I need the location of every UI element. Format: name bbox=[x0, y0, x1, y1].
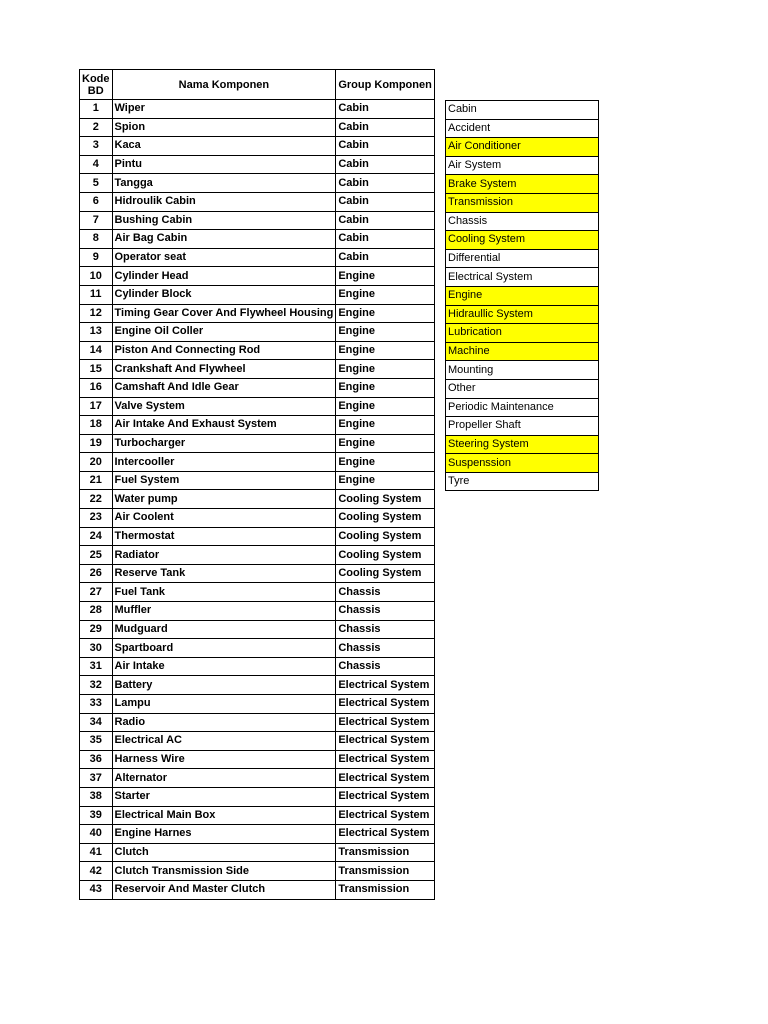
list-item bbox=[446, 398, 599, 417]
kode-cell: 24 bbox=[80, 527, 113, 546]
group-cell: Cabin bbox=[336, 230, 435, 249]
table-row bbox=[80, 248, 435, 267]
table-row bbox=[80, 304, 435, 323]
list-item bbox=[446, 286, 599, 305]
nama-cell: Pintu bbox=[112, 155, 336, 174]
list-item bbox=[446, 212, 599, 231]
group-cell: Electrical System bbox=[336, 806, 435, 825]
table-row bbox=[80, 676, 435, 695]
nama-cell: Tangga bbox=[112, 174, 336, 193]
table-row bbox=[80, 657, 435, 676]
nama-cell: Fuel System bbox=[112, 471, 336, 490]
group-label: Chassis bbox=[446, 212, 599, 231]
group-label: Brake System bbox=[446, 175, 599, 194]
group-cell: Electrical System bbox=[336, 695, 435, 714]
group-cell: Cabin bbox=[336, 174, 435, 193]
group-label: Suspenssion bbox=[446, 454, 599, 473]
nama-cell: Hidroulik Cabin bbox=[112, 192, 336, 211]
nama-cell: Intercooller bbox=[112, 453, 336, 472]
kode-cell: 40 bbox=[80, 825, 113, 844]
group-cell: Engine bbox=[336, 378, 435, 397]
kode-cell: 13 bbox=[80, 323, 113, 342]
group-label: Air Conditioner bbox=[446, 138, 599, 157]
nama-cell: Mudguard bbox=[112, 620, 336, 639]
kode-cell: 16 bbox=[80, 378, 113, 397]
kode-cell: 26 bbox=[80, 564, 113, 583]
table-row bbox=[80, 509, 435, 528]
list-item bbox=[446, 101, 599, 120]
group-label: Other bbox=[446, 379, 599, 398]
table-row bbox=[80, 267, 435, 286]
group-cell: Cabin bbox=[336, 248, 435, 267]
table-row bbox=[80, 880, 435, 899]
kode-cell: 10 bbox=[80, 267, 113, 286]
group-cell: Cabin bbox=[336, 211, 435, 230]
nama-cell: Valve System bbox=[112, 397, 336, 416]
kode-cell: 9 bbox=[80, 248, 113, 267]
table-row bbox=[80, 360, 435, 379]
group-label: Periodic Maintenance bbox=[446, 398, 599, 417]
nama-cell: Clutch Transmission Side bbox=[112, 862, 336, 881]
kode-cell: 1 bbox=[80, 100, 113, 119]
nama-cell: Cylinder Block bbox=[112, 285, 336, 304]
kode-cell: 35 bbox=[80, 732, 113, 751]
group-cell: Electrical System bbox=[336, 787, 435, 806]
group-cell: Chassis bbox=[336, 639, 435, 658]
group-label: Lubrication bbox=[446, 324, 599, 343]
nama-cell: Kaca bbox=[112, 137, 336, 156]
nama-cell: Air Coolent bbox=[112, 509, 336, 528]
header-nama-komponen: Nama Komponen bbox=[112, 70, 336, 100]
kode-cell: 25 bbox=[80, 546, 113, 565]
component-table-body bbox=[80, 100, 435, 900]
group-cell: Transmission bbox=[336, 843, 435, 862]
kode-cell: 22 bbox=[80, 490, 113, 509]
nama-cell: Air Intake And Exhaust System bbox=[112, 416, 336, 435]
group-cell: Engine bbox=[336, 416, 435, 435]
header-kode-bd: Kode BD bbox=[80, 70, 113, 100]
table-row bbox=[80, 620, 435, 639]
list-item bbox=[446, 193, 599, 212]
kode-cell: 19 bbox=[80, 434, 113, 453]
table-row bbox=[80, 397, 435, 416]
kode-cell: 20 bbox=[80, 453, 113, 472]
nama-cell: Starter bbox=[112, 787, 336, 806]
nama-cell: Alternator bbox=[112, 769, 336, 788]
nama-cell: Engine Harnes bbox=[112, 825, 336, 844]
table-row bbox=[80, 843, 435, 862]
table-row bbox=[80, 769, 435, 788]
kode-cell: 8 bbox=[80, 230, 113, 249]
group-label: Engine bbox=[446, 286, 599, 305]
nama-cell: Fuel Tank bbox=[112, 583, 336, 602]
kode-cell: 23 bbox=[80, 509, 113, 528]
list-item bbox=[446, 305, 599, 324]
kode-cell: 36 bbox=[80, 750, 113, 769]
group-label: Tyre bbox=[446, 472, 599, 491]
table-row bbox=[80, 750, 435, 769]
list-item bbox=[446, 454, 599, 473]
table-row bbox=[80, 137, 435, 156]
nama-cell: Engine Oil Coller bbox=[112, 323, 336, 342]
group-label: Differential bbox=[446, 249, 599, 268]
kode-cell: 7 bbox=[80, 211, 113, 230]
nama-cell: Harness Wire bbox=[112, 750, 336, 769]
table-header-row bbox=[80, 70, 435, 100]
table-row bbox=[80, 713, 435, 732]
kode-cell: 3 bbox=[80, 137, 113, 156]
group-cell: Engine bbox=[336, 341, 435, 360]
kode-cell: 2 bbox=[80, 118, 113, 137]
table-row bbox=[80, 118, 435, 137]
table-row bbox=[80, 174, 435, 193]
table-row bbox=[80, 434, 435, 453]
group-label: Propeller Shaft bbox=[446, 417, 599, 436]
kode-cell: 30 bbox=[80, 639, 113, 658]
nama-cell: Bushing Cabin bbox=[112, 211, 336, 230]
table-row bbox=[80, 416, 435, 435]
table-row bbox=[80, 546, 435, 565]
group-cell: Cabin bbox=[336, 155, 435, 174]
group-label: Mounting bbox=[446, 361, 599, 380]
group-list-body bbox=[446, 101, 599, 491]
nama-cell: Thermostat bbox=[112, 527, 336, 546]
table-row bbox=[80, 155, 435, 174]
group-cell: Cooling System bbox=[336, 509, 435, 528]
table-row bbox=[80, 100, 435, 119]
group-label: Air System bbox=[446, 156, 599, 175]
kode-cell: 41 bbox=[80, 843, 113, 862]
kode-cell: 39 bbox=[80, 806, 113, 825]
group-label: Hidraullic System bbox=[446, 305, 599, 324]
kode-cell: 17 bbox=[80, 397, 113, 416]
list-item bbox=[446, 138, 599, 157]
kode-cell: 21 bbox=[80, 471, 113, 490]
kode-cell: 42 bbox=[80, 862, 113, 881]
nama-cell: Electrical Main Box bbox=[112, 806, 336, 825]
nama-cell: Spion bbox=[112, 118, 336, 137]
group-cell: Electrical System bbox=[336, 732, 435, 751]
kode-cell: 27 bbox=[80, 583, 113, 602]
nama-cell: Radio bbox=[112, 713, 336, 732]
group-cell: Engine bbox=[336, 360, 435, 379]
group-cell: Engine bbox=[336, 267, 435, 286]
nama-cell: Reserve Tank bbox=[112, 564, 336, 583]
group-cell: Engine bbox=[336, 434, 435, 453]
nama-cell: Muffler bbox=[112, 602, 336, 621]
nama-cell: Camshaft And Idle Gear bbox=[112, 378, 336, 397]
list-item bbox=[446, 249, 599, 268]
group-cell: Chassis bbox=[336, 657, 435, 676]
table-row bbox=[80, 453, 435, 472]
table-row bbox=[80, 192, 435, 211]
table-row bbox=[80, 639, 435, 658]
group-label: Transmission bbox=[446, 193, 599, 212]
kode-cell: 38 bbox=[80, 787, 113, 806]
kode-cell: 28 bbox=[80, 602, 113, 621]
kode-cell: 18 bbox=[80, 416, 113, 435]
kode-cell: 34 bbox=[80, 713, 113, 732]
nama-cell: Air Intake bbox=[112, 657, 336, 676]
group-cell: Chassis bbox=[336, 583, 435, 602]
nama-cell: Operator seat bbox=[112, 248, 336, 267]
group-label: Steering System bbox=[446, 435, 599, 454]
group-label: Cabin bbox=[446, 101, 599, 120]
nama-cell: Turbocharger bbox=[112, 434, 336, 453]
table-row bbox=[80, 564, 435, 583]
component-table bbox=[79, 69, 435, 900]
nama-cell: Battery bbox=[112, 676, 336, 695]
list-item bbox=[446, 231, 599, 250]
group-cell: Engine bbox=[336, 453, 435, 472]
group-cell: Engine bbox=[336, 304, 435, 323]
group-label: Machine bbox=[446, 342, 599, 361]
table-row bbox=[80, 825, 435, 844]
table-row bbox=[80, 471, 435, 490]
group-list-table bbox=[445, 100, 599, 491]
table-row bbox=[80, 862, 435, 881]
group-cell: Cabin bbox=[336, 137, 435, 156]
kode-cell: 31 bbox=[80, 657, 113, 676]
nama-cell: Water pump bbox=[112, 490, 336, 509]
group-cell: Cabin bbox=[336, 192, 435, 211]
nama-cell: Cylinder Head bbox=[112, 267, 336, 286]
kode-cell: 6 bbox=[80, 192, 113, 211]
group-cell: Engine bbox=[336, 397, 435, 416]
table-row bbox=[80, 787, 435, 806]
kode-cell: 43 bbox=[80, 880, 113, 899]
kode-cell: 15 bbox=[80, 360, 113, 379]
group-cell: Electrical System bbox=[336, 750, 435, 769]
table-row bbox=[80, 230, 435, 249]
nama-cell: Reservoir And Master Clutch bbox=[112, 880, 336, 899]
group-cell: Chassis bbox=[336, 602, 435, 621]
group-cell: Cabin bbox=[336, 100, 435, 119]
list-item bbox=[446, 361, 599, 380]
group-cell: Electrical System bbox=[336, 825, 435, 844]
nama-cell: Clutch bbox=[112, 843, 336, 862]
group-cell: Transmission bbox=[336, 862, 435, 881]
nama-cell: Crankshaft And Flywheel bbox=[112, 360, 336, 379]
group-cell: Cooling System bbox=[336, 527, 435, 546]
table-row bbox=[80, 583, 435, 602]
list-item bbox=[446, 268, 599, 287]
table-row bbox=[80, 323, 435, 342]
kode-cell: 29 bbox=[80, 620, 113, 639]
table-row bbox=[80, 490, 435, 509]
list-item bbox=[446, 175, 599, 194]
group-cell: Cooling System bbox=[336, 490, 435, 509]
group-cell: Cooling System bbox=[336, 546, 435, 565]
nama-cell: Radiator bbox=[112, 546, 336, 565]
table-row bbox=[80, 732, 435, 751]
list-item bbox=[446, 156, 599, 175]
group-cell: Engine bbox=[336, 285, 435, 304]
kode-cell: 32 bbox=[80, 676, 113, 695]
list-item bbox=[446, 342, 599, 361]
nama-cell: Air Bag Cabin bbox=[112, 230, 336, 249]
kode-cell: 14 bbox=[80, 341, 113, 360]
kode-cell: 37 bbox=[80, 769, 113, 788]
list-item bbox=[446, 435, 599, 454]
group-cell: Cooling System bbox=[336, 564, 435, 583]
group-cell: Engine bbox=[336, 471, 435, 490]
table-row bbox=[80, 378, 435, 397]
table-row bbox=[80, 806, 435, 825]
group-cell: Electrical System bbox=[336, 676, 435, 695]
kode-cell: 12 bbox=[80, 304, 113, 323]
nama-cell: Timing Gear Cover And Flywheel Housing bbox=[112, 304, 336, 323]
group-cell: Electrical System bbox=[336, 769, 435, 788]
table-row bbox=[80, 285, 435, 304]
kode-cell: 4 bbox=[80, 155, 113, 174]
group-cell: Transmission bbox=[336, 880, 435, 899]
kode-cell: 33 bbox=[80, 695, 113, 714]
group-cell: Electrical System bbox=[336, 713, 435, 732]
table-row bbox=[80, 527, 435, 546]
list-item bbox=[446, 417, 599, 436]
group-label: Cooling System bbox=[446, 231, 599, 250]
nama-cell: Wiper bbox=[112, 100, 336, 119]
list-item bbox=[446, 119, 599, 138]
kode-cell: 5 bbox=[80, 174, 113, 193]
table-row bbox=[80, 211, 435, 230]
header-group-komponen: Group Komponen bbox=[336, 70, 435, 100]
list-item bbox=[446, 472, 599, 491]
table-row bbox=[80, 695, 435, 714]
list-item bbox=[446, 379, 599, 398]
group-label: Electrical System bbox=[446, 268, 599, 287]
table-row bbox=[80, 341, 435, 360]
group-cell: Chassis bbox=[336, 620, 435, 639]
group-cell: Cabin bbox=[336, 118, 435, 137]
nama-cell: Spartboard bbox=[112, 639, 336, 658]
nama-cell: Electrical AC bbox=[112, 732, 336, 751]
group-cell: Engine bbox=[336, 323, 435, 342]
nama-cell: Piston And Connecting Rod bbox=[112, 341, 336, 360]
list-item bbox=[446, 324, 599, 343]
table-row bbox=[80, 602, 435, 621]
nama-cell: Lampu bbox=[112, 695, 336, 714]
kode-cell: 11 bbox=[80, 285, 113, 304]
group-label: Accident bbox=[446, 119, 599, 138]
